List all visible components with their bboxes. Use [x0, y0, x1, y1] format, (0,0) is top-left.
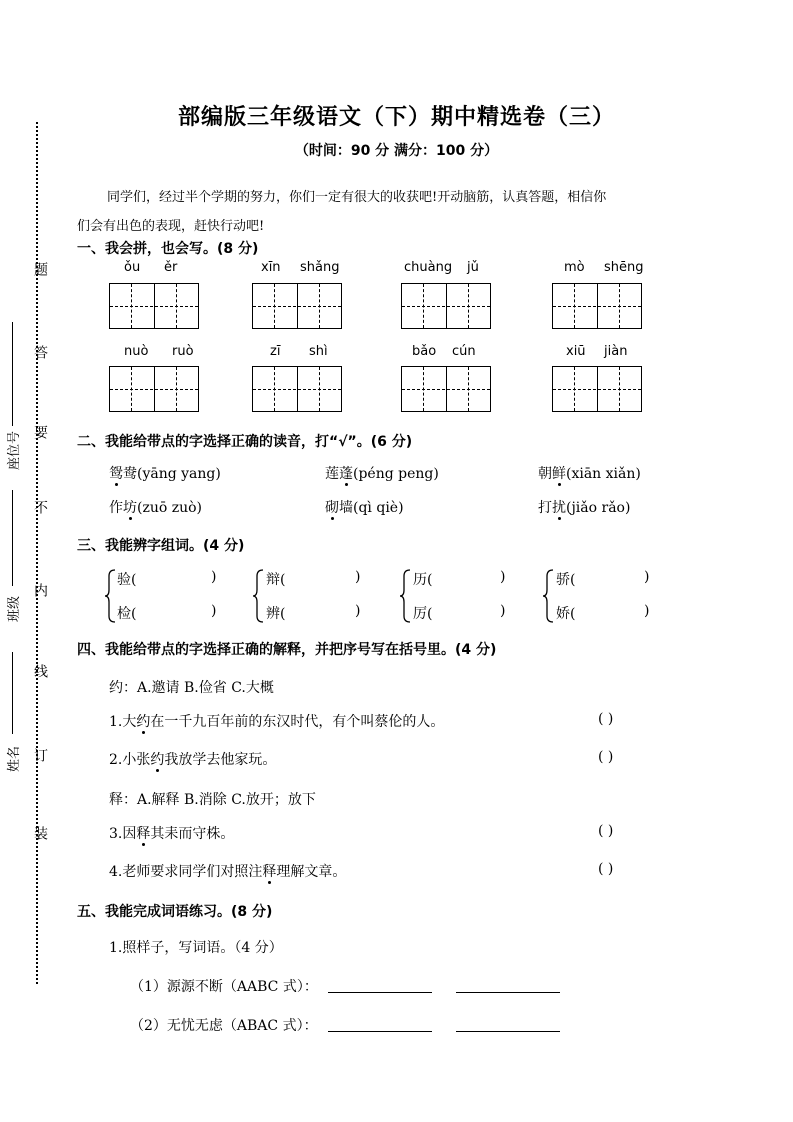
answer-paren-2[interactable]: ( ) — [598, 749, 614, 765]
char-pair-bottom[interactable]: 检( — [117, 606, 137, 622]
seat-label: 座位号 — [7, 430, 22, 470]
section-2-title: 二、我能给带点的字选择正确的读音，打“√”。(6 分) — [77, 434, 413, 450]
section-4-title: 四、我能给带点的字选择正确的解释，并把序号写在括号里。(4 分) — [77, 642, 497, 658]
writing-grid[interactable] — [252, 283, 342, 329]
seal-char-8: 装 — [32, 826, 48, 840]
section-1-title: 一、我会拼，也会写。(8 分) — [77, 241, 259, 257]
exercise-2: （2）无忧无虑（ABAC 式）： — [130, 1018, 318, 1034]
reading-item[interactable]: 砌墙(qì qiè) — [325, 500, 404, 516]
pinyin: shì — [309, 344, 328, 359]
pinyin: cún — [452, 344, 476, 359]
pinyin: jǔ — [467, 260, 479, 275]
exercise-1: （1）源源不断（AABC 式）： — [130, 979, 318, 995]
char-pair-close: ) — [211, 569, 217, 585]
pinyin: ěr — [164, 260, 178, 275]
char-pair-close: ) — [500, 569, 506, 585]
subquestion-1: 1.照样子，写词语。（4 分） — [109, 940, 283, 956]
options-shi: 释：A.解释 B.消除 C.放开；放下 — [109, 792, 316, 808]
question-3: 3.因释其耒而守株。 — [109, 826, 235, 842]
writing-grid[interactable] — [552, 283, 642, 329]
answer-paren-1[interactable]: ( ) — [598, 711, 614, 727]
page-title: 部编版三年级语文（下）期中精选卷（三） — [177, 105, 615, 130]
reading-item[interactable]: 朝鲜(xiān xiǎn) — [538, 466, 641, 482]
class-label: 班级 — [7, 595, 22, 622]
question-2: 2.小张约我放学去他家玩。 — [109, 752, 277, 768]
section-3-title: 三、我能辨字组词。(4 分) — [77, 538, 245, 554]
writing-grid[interactable] — [401, 283, 491, 329]
pinyin: xīn — [261, 260, 281, 275]
reading-item[interactable]: 作坊(zuō zuò) — [109, 500, 203, 516]
writing-grid[interactable] — [252, 366, 342, 412]
answer-paren-3[interactable]: ( ) — [598, 823, 614, 839]
answer-blank[interactable] — [456, 992, 560, 993]
pinyin: chuàng — [404, 260, 453, 275]
char-pair-close: ) — [644, 603, 650, 619]
char-pair-close: ) — [644, 569, 650, 585]
answer-blank[interactable] — [328, 992, 432, 993]
intro-line-1: 同学们，经过半个学期的努力，你们一定有很大的收获吧!开动脑筋，认真答题，相信你 — [107, 190, 607, 205]
class-line[interactable] — [12, 490, 13, 586]
answer-paren-4[interactable]: ( ) — [598, 861, 614, 877]
seal-char-3: 要 — [32, 425, 48, 439]
pinyin: jiàn — [604, 344, 628, 359]
intro-line-2: 们会有出色的表现，赶快行动吧! — [77, 219, 265, 234]
char-pair-bottom[interactable]: 辨( — [266, 606, 286, 622]
seal-char-1: 题 — [32, 262, 48, 276]
char-pair-bottom[interactable]: 厉( — [413, 606, 433, 622]
char-pair-top[interactable]: 验( — [117, 572, 137, 588]
pinyin: ruò — [172, 344, 194, 359]
seal-char-2: 答 — [32, 345, 48, 359]
pinyin: mò — [564, 260, 585, 275]
name-line[interactable] — [12, 652, 13, 734]
char-pair-bottom[interactable]: 娇( — [556, 606, 576, 622]
pinyin: ǒu — [124, 260, 141, 275]
seat-line[interactable] — [12, 322, 13, 426]
brace-icon — [399, 568, 411, 624]
char-pair-close: ) — [355, 603, 361, 619]
writing-grid[interactable] — [109, 283, 199, 329]
pinyin: shēng — [604, 260, 644, 275]
char-pair-close: ) — [500, 603, 506, 619]
char-pair-top[interactable]: 辩( — [266, 572, 286, 588]
char-pair-close: ) — [355, 569, 361, 585]
section-5-title: 五、我能完成词语练习。(8 分) — [77, 904, 273, 920]
char-pair-top[interactable]: 骄( — [556, 572, 576, 588]
char-pair-top[interactable]: 历( — [413, 572, 433, 588]
pinyin: zī — [270, 344, 281, 359]
pinyin: bǎo — [412, 344, 437, 359]
pinyin: xiū — [566, 344, 586, 359]
char-pair-close: ) — [211, 603, 217, 619]
options-yue: 约：A.邀请 B.俭省 C.大概 — [109, 680, 274, 696]
answer-blank[interactable] — [328, 1031, 432, 1032]
reading-item[interactable]: 鸳鸯(yāng yang) — [109, 466, 221, 482]
pinyin: nuò — [124, 344, 149, 359]
reading-item[interactable]: 打扰(jiǎo rǎo) — [538, 500, 631, 516]
question-4: 4.老师要求同学们对照注释理解文章。 — [109, 864, 347, 880]
pinyin: shǎng — [300, 260, 340, 275]
page-subtitle: （时间：90 分 满分：100 分） — [294, 143, 499, 159]
reading-item[interactable]: 莲蓬(péng peng) — [325, 466, 439, 482]
seal-char-5: 内 — [32, 583, 48, 597]
brace-icon — [104, 568, 116, 624]
question-1: 1.大约在一千九百年前的东汉时代，有个叫蔡伦的人。 — [109, 714, 445, 730]
writing-grid[interactable] — [109, 366, 199, 412]
brace-icon — [542, 568, 554, 624]
name-label: 姓名 — [7, 745, 22, 772]
writing-grid[interactable] — [552, 366, 642, 412]
seal-char-6: 线 — [32, 664, 48, 678]
seal-char-7: 订 — [32, 748, 48, 762]
writing-grid[interactable] — [401, 366, 491, 412]
answer-blank[interactable] — [456, 1031, 560, 1032]
brace-icon — [252, 568, 264, 624]
binding-dotted-line — [36, 122, 38, 984]
seal-char-4: 不 — [32, 500, 48, 514]
